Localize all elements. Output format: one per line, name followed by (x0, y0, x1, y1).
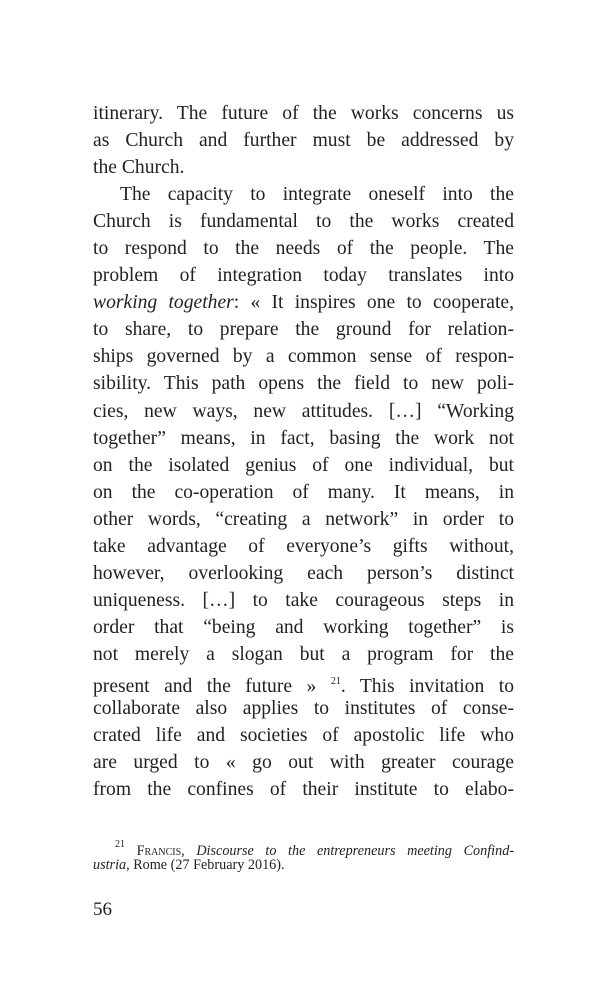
text-line (93, 208, 514, 235)
footnote-ref: 21 (330, 675, 341, 687)
text-line (93, 262, 514, 289)
text-segment: together” means, in fact, basing the work not (93, 427, 514, 449)
footnote (93, 834, 514, 876)
text-segment: ships governed by a common sense of respon- (93, 346, 514, 368)
text-segment: on the co-operation of many. It means, in (93, 481, 514, 503)
text-line (93, 316, 514, 343)
text-line (93, 614, 514, 641)
text-line (93, 668, 514, 695)
text-line (93, 343, 514, 370)
body-text (93, 100, 514, 803)
text-line (93, 479, 514, 506)
text-segment: sibility. This path opens the field to new poli- (93, 373, 514, 395)
text-segment: not merely a slogan but a program for the (93, 643, 514, 665)
text-line (93, 398, 514, 425)
text-line (93, 154, 514, 181)
text-line (93, 289, 514, 316)
text-line (93, 776, 514, 803)
footnote-line: $^{21}$ Francis, Discourse to the entrepreneurs meeting Confind- (115, 839, 515, 859)
text-line (93, 370, 514, 397)
text-segment: as Church and further must be addressed by (93, 130, 514, 152)
text-segment: problem of integration today translates into (93, 265, 514, 287)
text-line (93, 181, 514, 208)
text-line (93, 533, 514, 560)
text-segment: : « It inspires one to cooperate, (233, 292, 514, 314)
text-line (93, 452, 514, 479)
text-segment: from the confines of their institute to elabo- (93, 779, 514, 801)
text-segment: The capacity to integrate oneself into the (120, 184, 514, 206)
footnote-title-cont: ustria (93, 857, 127, 873)
text-segment: present and the future » (93, 675, 331, 697)
text-segment: on the isolated genius of one individual, but (93, 454, 514, 476)
text-segment: collaborate also applies to institutes of conse- (93, 698, 514, 720)
text-segment: order that “being and working together” is (93, 616, 514, 638)
text-line (93, 127, 514, 154)
footnote-number: 21 (115, 839, 125, 850)
text-line (93, 695, 514, 722)
text-line (93, 506, 514, 533)
text-line (93, 235, 514, 262)
text-line (93, 587, 514, 614)
text-line (93, 100, 514, 127)
text-line (93, 749, 514, 776)
page-number: 56 (93, 899, 112, 920)
text-segment: other words, “creating a network” in order to (93, 508, 514, 530)
text-segment: cies, new ways, new attitudes. […] “Working (93, 400, 514, 422)
text-segment: Church is fundamental to the works created (93, 211, 514, 233)
text-segment: the Church. (93, 157, 185, 179)
text-segment: however, overlooking each person’s distinct (93, 562, 514, 584)
text-line (93, 560, 514, 587)
footnote-author: Francis (136, 843, 182, 859)
footnote-rest: , Rome (27 February 2016). (126, 857, 285, 873)
text-segment: take advantage of everyone’s gifts without, (93, 535, 514, 557)
text-segment: crated life and societies of apostolic life who (93, 725, 514, 747)
text-segment: itinerary. The future of the works concerns us (93, 103, 514, 124)
text-segment: to respond to the needs of the people. The (93, 238, 514, 260)
text-line (93, 722, 514, 749)
text-line (93, 641, 514, 668)
footnote-title: Discourse to the entrepreneurs meeting Confind- (196, 843, 515, 859)
text-line (93, 425, 514, 452)
text-segment: uniqueness. […] to take courageous steps in (93, 589, 514, 611)
text-segment: are urged to « go out with greater courage (93, 752, 514, 774)
text-segment: to share, to prepare the ground for relation- (93, 319, 514, 341)
italic-text: working together (93, 292, 234, 314)
text-segment: . This invitation to (340, 675, 514, 697)
